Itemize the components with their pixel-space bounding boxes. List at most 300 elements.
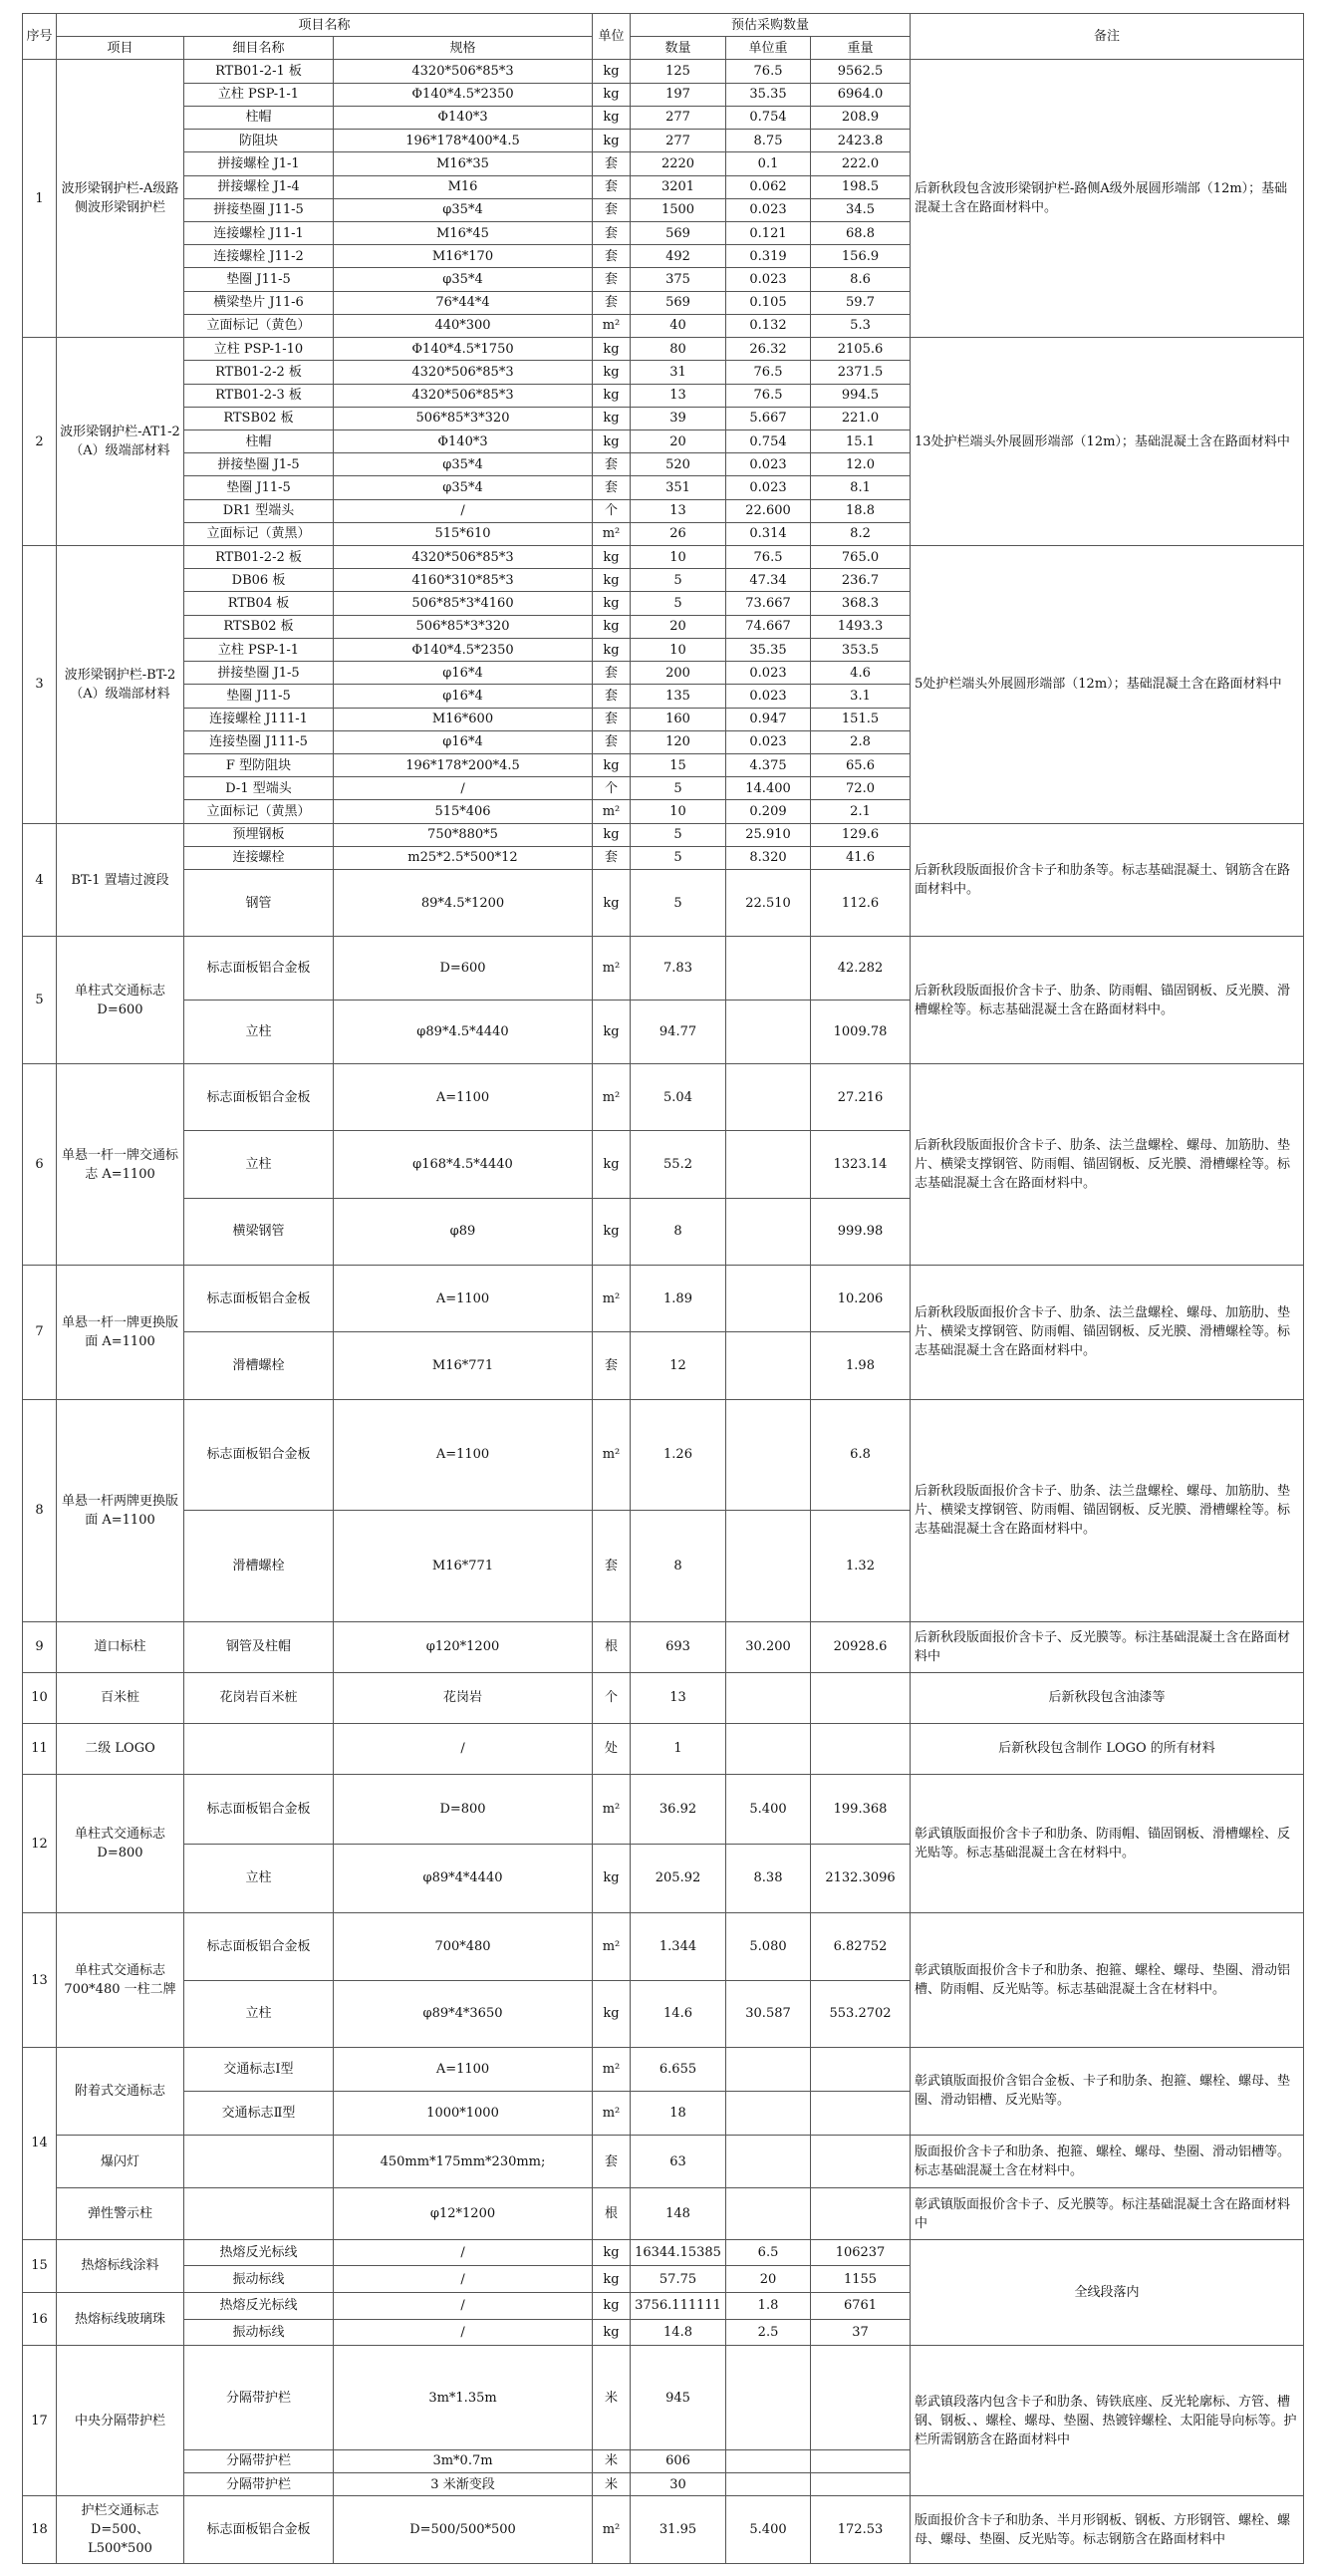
project-cell: 热熔标线玻璃珠 — [57, 2292, 184, 2345]
spec-cell: M16*600 — [334, 708, 593, 730]
sub-item-name — [184, 2136, 334, 2188]
header-row-1 — [23, 14, 1304, 37]
sub-item-name: 连接螺栓 J11-2 — [184, 245, 334, 268]
sub-item-name: 标志面板铝合金板 — [184, 1266, 334, 1332]
spec-cell: Φ140*4.5*2350 — [334, 638, 593, 661]
weight-cell — [811, 2473, 911, 2496]
table-row — [23, 2496, 1304, 2564]
weight-cell: 8.2 — [811, 522, 911, 545]
unit-weight-cell: 73.667 — [726, 592, 811, 615]
seq-cell: 1 — [23, 60, 57, 338]
unit-weight-cell — [726, 2473, 811, 2496]
unit-weight-cell: 0.1 — [726, 152, 811, 175]
spec-cell: / — [334, 777, 593, 800]
qty-cell: 31.95 — [631, 2496, 726, 2564]
spec-cell: φ35*4 — [334, 476, 593, 499]
table-row — [23, 2188, 1304, 2239]
unit-weight-cell: 0.023 — [726, 662, 811, 685]
qty-cell: 63 — [631, 2136, 726, 2188]
weight-cell: 208.9 — [811, 106, 911, 129]
spec-cell: 3 米渐变段 — [334, 2473, 593, 2496]
weight-cell — [811, 2346, 911, 2449]
unit-cell: 套 — [593, 685, 631, 708]
header-estimate-qty: 预估采购数量 — [631, 14, 911, 37]
remark-cell: 彰武镇段落内包含卡子和肋条、铸铁底座、反光轮廓标、方管、槽钢、钢板、、螺栓、螺母、垫圈、热镀锌螺栓、太阳能导向标等。护栏所需钢筋含在路面材料中 — [911, 2346, 1304, 2496]
seq-cell: 11 — [23, 1723, 57, 1774]
weight-cell: 65.6 — [811, 754, 911, 777]
qty-cell: 569 — [631, 291, 726, 314]
spec-cell: A=1100 — [334, 2047, 593, 2091]
unit-weight-cell — [726, 1001, 811, 1064]
table-row — [23, 2239, 1304, 2266]
weight-cell: 553.2702 — [811, 1980, 911, 2047]
spec-cell: 1000*1000 — [334, 2091, 593, 2135]
unit-weight-cell — [726, 1198, 811, 1265]
spec-cell: 450mm*175mm*230mm; — [334, 2136, 593, 2188]
unit-weight-cell: 0.023 — [726, 268, 811, 291]
seq-cell: 12 — [23, 1774, 57, 1912]
project-cell: 附着式交通标志 — [57, 2047, 184, 2135]
weight-cell: 999.98 — [811, 1198, 911, 1265]
sub-item-name: 拼接垫圈 J1-5 — [184, 662, 334, 685]
unit-weight-cell: 14.400 — [726, 777, 811, 800]
qty-cell: 197 — [631, 83, 726, 106]
sub-item-name: 柱帽 — [184, 106, 334, 129]
spec-cell: 89*4.5*1200 — [334, 870, 593, 937]
unit-cell: kg — [593, 407, 631, 429]
spec-cell: φ35*4 — [334, 268, 593, 291]
project-cell: 波形梁钢护栏-AT1-2（A）级端部材料 — [57, 338, 184, 546]
weight-cell: 59.7 — [811, 291, 911, 314]
spec-cell: M16 — [334, 175, 593, 198]
header-qty: 数量 — [631, 37, 726, 60]
unit-weight-cell: 76.5 — [726, 384, 811, 407]
spec-cell: φ89*4*4440 — [334, 1844, 593, 1913]
sub-item-name — [184, 2188, 334, 2239]
unit-weight-cell: 0.023 — [726, 730, 811, 753]
sub-item-name: 连接螺栓 J111-1 — [184, 708, 334, 730]
qty-cell: 5 — [631, 823, 726, 846]
spec-cell: 3m*0.7m — [334, 2449, 593, 2472]
procurement-table — [22, 13, 1304, 2564]
remark-cell: 版面报价含卡子和肋条、半月形钢板、钢板、方形钢管、螺栓、螺母、螺母、垫圈、反光贴等。标志钢筋含在路面材料中 — [911, 2496, 1304, 2564]
qty-cell: 1.26 — [631, 1399, 726, 1510]
weight-cell: 198.5 — [811, 175, 911, 198]
seq-cell: 15 — [23, 2239, 57, 2292]
spec-cell: / — [334, 2319, 593, 2346]
spec-cell: φ12*1200 — [334, 2188, 593, 2239]
unit-weight-cell: 20 — [726, 2266, 811, 2293]
spec-cell: 506*85*3*320 — [334, 615, 593, 638]
sub-item-name: 拼接垫圈 J11-5 — [184, 198, 334, 221]
unit-cell: 个 — [593, 777, 631, 800]
weight-cell: 106237 — [811, 2239, 911, 2266]
spec-cell: φ16*4 — [334, 685, 593, 708]
qty-cell: 55.2 — [631, 1131, 726, 1198]
spec-cell: 4160*310*85*3 — [334, 569, 593, 592]
unit-cell: m² — [593, 937, 631, 1001]
spec-cell: Φ140*4.5*1750 — [334, 338, 593, 361]
qty-cell: 10 — [631, 638, 726, 661]
weight-cell: 2371.5 — [811, 361, 911, 384]
project-cell: 波形梁钢护栏-A级路侧波形梁钢护栏 — [57, 60, 184, 338]
spec-cell: / — [334, 1723, 593, 1774]
table-row — [23, 60, 1304, 83]
unit-weight-cell — [726, 2047, 811, 2091]
qty-cell: 18 — [631, 2091, 726, 2135]
weight-cell: 353.5 — [811, 638, 911, 661]
unit-cell: 米 — [593, 2346, 631, 2449]
project-cell: 单悬一杆两牌更换版面 A=1100 — [57, 1399, 184, 1621]
qty-cell: 3756.111111 — [631, 2292, 726, 2319]
sub-item-name: 立柱 — [184, 1131, 334, 1198]
seq-cell: 3 — [23, 546, 57, 824]
sub-item-name: 滑槽螺栓 — [184, 1511, 334, 1621]
sub-item-name: 柱帽 — [184, 429, 334, 452]
remark-cell: 彰武镇版面报价含卡子、反光膜等。标注基础混凝土含在路面材料中 — [911, 2188, 1304, 2239]
sub-item-name: 垫圈 J11-5 — [184, 476, 334, 499]
unit-cell: kg — [593, 546, 631, 569]
unit-cell: kg — [593, 823, 631, 846]
weight-cell: 156.9 — [811, 245, 911, 268]
weight-cell: 221.0 — [811, 407, 911, 429]
sub-item-name: 连接螺栓 J11-1 — [184, 221, 334, 244]
qty-cell: 16344.15385 — [631, 2239, 726, 2266]
unit-weight-cell: 1.8 — [726, 2292, 811, 2319]
unit-cell: 套 — [593, 708, 631, 730]
weight-cell: 172.53 — [811, 2496, 911, 2564]
sub-item-name: 立面标记（黄黑） — [184, 800, 334, 823]
spec-cell: / — [334, 2239, 593, 2266]
weight-cell: 6.8 — [811, 1399, 911, 1510]
unit-weight-cell: 4.375 — [726, 754, 811, 777]
seq-cell: 6 — [23, 1064, 57, 1266]
spec-cell: m25*2.5*500*12 — [334, 846, 593, 869]
spec-cell: 196*178*400*4.5 — [334, 130, 593, 152]
unit-weight-cell: 0.947 — [726, 708, 811, 730]
seq-cell: 13 — [23, 1913, 57, 2048]
qty-cell: 36.92 — [631, 1774, 726, 1844]
unit-weight-cell: 8.38 — [726, 1844, 811, 1913]
weight-cell: 236.7 — [811, 569, 911, 592]
project-cell: 单悬一杆一牌交通标志 A=1100 — [57, 1064, 184, 1266]
unit-weight-cell: 35.35 — [726, 83, 811, 106]
spec-cell: D=600 — [334, 937, 593, 1001]
unit-weight-cell: 76.5 — [726, 546, 811, 569]
unit-cell: 米 — [593, 2449, 631, 2472]
qty-cell: 693 — [631, 1621, 726, 1672]
unit-weight-cell: 35.35 — [726, 638, 811, 661]
unit-weight-cell — [726, 1131, 811, 1198]
unit-weight-cell: 0.209 — [726, 800, 811, 823]
qty-cell: 94.77 — [631, 1001, 726, 1064]
unit-cell: kg — [593, 2266, 631, 2293]
remark-cell: 后新秋段包含制作 LOGO 的所有材料 — [911, 1723, 1304, 1774]
header-weight: 重量 — [811, 37, 911, 60]
unit-cell: kg — [593, 130, 631, 152]
project-cell: 护栏交通标志 D=500、L500*500 — [57, 2496, 184, 2564]
spec-cell: φ89 — [334, 1198, 593, 1265]
spec-cell: Φ140*3 — [334, 429, 593, 452]
weight-cell: 1493.3 — [811, 615, 911, 638]
unit-weight-cell: 0.314 — [726, 522, 811, 545]
unit-weight-cell: 0.754 — [726, 429, 811, 452]
unit-weight-cell: 0.023 — [726, 453, 811, 476]
weight-cell: 41.6 — [811, 846, 911, 869]
seq-cell: 18 — [23, 2496, 57, 2564]
unit-weight-cell — [726, 2136, 811, 2188]
qty-cell: 8 — [631, 1511, 726, 1621]
sub-item-name: 分隔带护栏 — [184, 2449, 334, 2472]
spec-cell: A=1100 — [334, 1399, 593, 1510]
weight-cell: 765.0 — [811, 546, 911, 569]
qty-cell: 277 — [631, 106, 726, 129]
spec-cell: φ89*4.5*4440 — [334, 1001, 593, 1064]
weight-cell: 199.368 — [811, 1774, 911, 1844]
sub-item-name: DR1 型端头 — [184, 499, 334, 522]
project-cell: 弹性警示柱 — [57, 2188, 184, 2239]
unit-cell: kg — [593, 60, 631, 83]
unit-weight-cell: 22.600 — [726, 499, 811, 522]
unit-weight-cell: 0.062 — [726, 175, 811, 198]
spec-cell: M16*771 — [334, 1511, 593, 1621]
header-unit: 单位 — [593, 14, 631, 60]
unit-cell: 套 — [593, 453, 631, 476]
seq-cell: 17 — [23, 2346, 57, 2496]
unit-cell: kg — [593, 638, 631, 661]
remark-cell: 后新秋段版面报价含卡子、肋条、法兰盘螺栓、螺母、加筋肋、垫片、横梁支撑钢管、防雨帽、锚固钢板、反光膜、滑槽螺栓等。标志基础混凝土含在路面材料中。 — [911, 1266, 1304, 1400]
spec-cell: 4320*506*85*3 — [334, 384, 593, 407]
seq-cell: 7 — [23, 1266, 57, 1400]
unit-weight-cell: 30.587 — [726, 1980, 811, 2047]
qty-cell: 15 — [631, 754, 726, 777]
weight-cell: 1.98 — [811, 1332, 911, 1399]
unit-cell: 套 — [593, 221, 631, 244]
spec-cell: Φ140*3 — [334, 106, 593, 129]
procurement-sheet — [22, 13, 1303, 2564]
unit-cell: 套 — [593, 198, 631, 221]
sub-item-name: RTB01-2-2 板 — [184, 546, 334, 569]
sub-item-name: 拼接螺栓 J1-4 — [184, 175, 334, 198]
weight-cell: 68.8 — [811, 221, 911, 244]
spec-cell: 506*85*3*320 — [334, 407, 593, 429]
spec-cell: M16*771 — [334, 1332, 593, 1399]
unit-weight-cell: 22.510 — [726, 870, 811, 937]
unit-cell: 套 — [593, 662, 631, 685]
weight-cell: 151.5 — [811, 708, 911, 730]
seq-cell: 2 — [23, 338, 57, 546]
unit-weight-cell — [726, 937, 811, 1001]
table-row — [23, 1723, 1304, 1774]
unit-cell: m² — [593, 1399, 631, 1510]
remark-cell: 后新秋段版面报价含卡子、肋条、防雨帽、锚固钢板、反光膜、滑槽螺栓等。标志基础混凝土含在路面材料中。 — [911, 937, 1304, 1064]
sub-item-name: 立面标记（黄黑） — [184, 522, 334, 545]
unit-cell: kg — [593, 83, 631, 106]
qty-cell: 30 — [631, 2473, 726, 2496]
table-row — [23, 546, 1304, 569]
spec-cell: 4320*506*85*3 — [334, 546, 593, 569]
sub-item-name: 标志面板铝合金板 — [184, 1064, 334, 1131]
header-sub-item: 细目名称 — [184, 37, 334, 60]
qty-cell: 20 — [631, 615, 726, 638]
remark-cell: 彰武镇版面报价含铝合金板、卡子和肋条、抱箍、螺栓、螺母、垫圈、滑动铝槽、反光贴等。 — [911, 2047, 1304, 2135]
qty-cell: 14.8 — [631, 2319, 726, 2346]
spec-cell: 750*880*5 — [334, 823, 593, 846]
unit-weight-cell: 0.023 — [726, 476, 811, 499]
unit-weight-cell: 6.5 — [726, 2239, 811, 2266]
unit-cell: 套 — [593, 245, 631, 268]
unit-weight-cell: 5.400 — [726, 1774, 811, 1844]
unit-weight-cell — [726, 2449, 811, 2472]
spec-cell: φ16*4 — [334, 730, 593, 753]
unit-weight-cell: 0.132 — [726, 314, 811, 337]
unit-weight-cell — [726, 1266, 811, 1332]
qty-cell: 5 — [631, 569, 726, 592]
unit-weight-cell: 5.080 — [726, 1913, 811, 1980]
qty-cell: 5 — [631, 870, 726, 937]
table-row — [23, 2047, 1304, 2091]
qty-cell: 351 — [631, 476, 726, 499]
sub-item-name: 垫圈 J11-5 — [184, 685, 334, 708]
weight-cell — [811, 2188, 911, 2239]
unit-cell: m² — [593, 2496, 631, 2564]
qty-cell: 2220 — [631, 152, 726, 175]
weight-cell: 4.6 — [811, 662, 911, 685]
unit-weight-cell: 0.105 — [726, 291, 811, 314]
table-row — [23, 1064, 1304, 1131]
unit-cell: 套 — [593, 1511, 631, 1621]
weight-cell: 6.82752 — [811, 1913, 911, 1980]
qty-cell: 6.655 — [631, 2047, 726, 2091]
qty-cell: 945 — [631, 2346, 726, 2449]
unit-weight-cell: 0.319 — [726, 245, 811, 268]
sub-item-name: 钢管及柱帽 — [184, 1621, 334, 1672]
sub-item-name: 防阻块 — [184, 130, 334, 152]
qty-cell: 5 — [631, 777, 726, 800]
header-unit-weight: 单位重 — [726, 37, 811, 60]
seq-cell: 5 — [23, 937, 57, 1064]
remark-cell-shared: 全线段落内 — [911, 2239, 1304, 2346]
remark-cell: 彰武镇版面报价含卡子和肋条、防雨帽、锚固钢板、滑槽螺栓、反光贴等。标志基础混凝土含在材料中。 — [911, 1774, 1304, 1912]
unit-weight-cell — [726, 1332, 811, 1399]
weight-cell: 10.206 — [811, 1266, 911, 1332]
spec-cell: D=500/500*500 — [334, 2496, 593, 2564]
sub-item-name: 标志面板铝合金板 — [184, 1399, 334, 1510]
spec-cell: 4320*506*85*3 — [334, 361, 593, 384]
qty-cell: 606 — [631, 2449, 726, 2472]
weight-cell: 2132.3096 — [811, 1844, 911, 1913]
weight-cell — [811, 2136, 911, 2188]
unit-cell: 处 — [593, 1723, 631, 1774]
table-row — [23, 2136, 1304, 2188]
weight-cell: 15.1 — [811, 429, 911, 452]
unit-cell: kg — [593, 1198, 631, 1265]
qty-cell: 5 — [631, 846, 726, 869]
spec-cell: φ89*4*3650 — [334, 1980, 593, 2047]
table-row — [23, 338, 1304, 361]
qty-cell: 20 — [631, 429, 726, 452]
project-cell: 单悬一杆一牌更换版面 A=1100 — [57, 1266, 184, 1400]
table-row — [23, 937, 1304, 1001]
qty-cell: 39 — [631, 407, 726, 429]
qty-cell: 569 — [631, 221, 726, 244]
unit-cell: kg — [593, 2239, 631, 2266]
unit-cell: 个 — [593, 499, 631, 522]
qty-cell: 1500 — [631, 198, 726, 221]
project-cell: 道口标柱 — [57, 1621, 184, 1672]
remark-cell: 后新秋段版面报价含卡子、肋条、法兰盘螺栓、螺母、加筋肋、垫片、横梁支撑钢管、防雨帽、锚固钢板、反光膜、滑槽螺栓等。标志基础混凝土含在路面材料中。 — [911, 1064, 1304, 1266]
unit-weight-cell: 2.5 — [726, 2319, 811, 2346]
qty-cell: 277 — [631, 130, 726, 152]
unit-weight-cell — [726, 2091, 811, 2135]
weight-cell: 1155 — [811, 2266, 911, 2293]
sub-item-name: 立面标记（黄色） — [184, 314, 334, 337]
table-row — [23, 1774, 1304, 1844]
remark-cell: 13处护栏端头外展圆形端部（12m）；基础混凝土含在路面材料中 — [911, 338, 1304, 546]
unit-cell: 套 — [593, 152, 631, 175]
unit-weight-cell: 0.121 — [726, 221, 811, 244]
header-project: 项目 — [57, 37, 184, 60]
sub-item-name: RTB01-2-2 板 — [184, 361, 334, 384]
project-cell: 单柱式交通标志 700*480 一柱二牌 — [57, 1913, 184, 2048]
header-spec: 规格 — [334, 37, 593, 60]
unit-weight-cell — [726, 2346, 811, 2449]
seq-cell: 4 — [23, 823, 57, 937]
weight-cell — [811, 1672, 911, 1723]
qty-cell: 40 — [631, 314, 726, 337]
weight-cell: 2423.8 — [811, 130, 911, 152]
spec-cell: A=1100 — [334, 1064, 593, 1131]
unit-cell: 个 — [593, 1672, 631, 1723]
qty-cell: 10 — [631, 546, 726, 569]
unit-cell: kg — [593, 754, 631, 777]
unit-weight-cell: 25.910 — [726, 823, 811, 846]
unit-cell: kg — [593, 2292, 631, 2319]
project-cell: 单柱式交通标志 D=800 — [57, 1774, 184, 1912]
weight-cell: 8.6 — [811, 268, 911, 291]
unit-cell: kg — [593, 384, 631, 407]
sub-item-name — [184, 1723, 334, 1774]
unit-cell: 套 — [593, 2136, 631, 2188]
spec-cell: M16*45 — [334, 221, 593, 244]
unit-cell: kg — [593, 1001, 631, 1064]
spec-cell: φ16*4 — [334, 662, 593, 685]
qty-cell: 13 — [631, 384, 726, 407]
weight-cell — [811, 2047, 911, 2091]
weight-cell: 6964.0 — [811, 83, 911, 106]
qty-cell: 375 — [631, 268, 726, 291]
remark-cell: 5处护栏端头外展圆形端部（12m）；基础混凝土含在路面材料中 — [911, 546, 1304, 824]
weight-cell: 1009.78 — [811, 1001, 911, 1064]
unit-cell: kg — [593, 1980, 631, 2047]
weight-cell: 222.0 — [811, 152, 911, 175]
weight-cell: 3.1 — [811, 685, 911, 708]
spec-cell: 4320*506*85*3 — [334, 60, 593, 83]
sub-item-name: 分隔带护栏 — [184, 2346, 334, 2449]
qty-cell: 520 — [631, 453, 726, 476]
project-cell: 热熔标线涂料 — [57, 2239, 184, 2292]
project-cell: 二级 LOGO — [57, 1723, 184, 1774]
sub-item-name: 交通标志Ⅰ型 — [184, 2047, 334, 2091]
weight-cell: 8.1 — [811, 476, 911, 499]
sub-item-name: 连接垫圈 J111-5 — [184, 730, 334, 753]
weight-cell: 6761 — [811, 2292, 911, 2319]
spec-cell: M16*35 — [334, 152, 593, 175]
table-row — [23, 1266, 1304, 1332]
unit-cell: m² — [593, 1064, 631, 1131]
qty-cell: 125 — [631, 60, 726, 83]
sub-item-name: 分隔带护栏 — [184, 2473, 334, 2496]
